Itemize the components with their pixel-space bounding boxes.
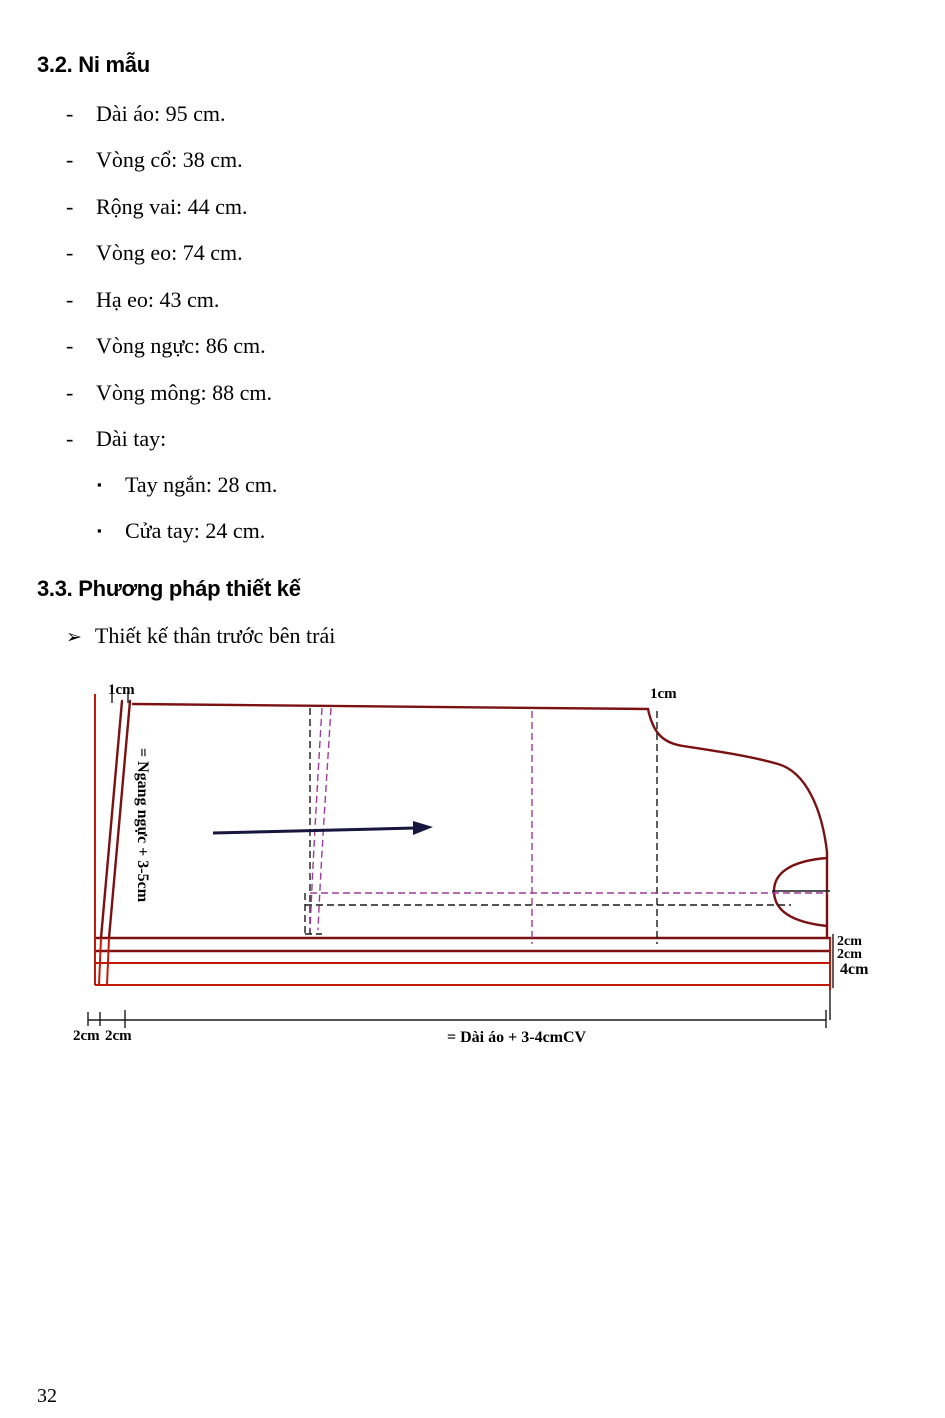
grain-arrow-head [413, 821, 433, 835]
armhole-curve [774, 858, 827, 926]
list-item-text: Dài tay: [96, 426, 167, 451]
label-2cm-right-b: 2cm [837, 947, 862, 962]
hem-lines-group [95, 694, 830, 990]
list-item [66, 101, 226, 127]
bullet-dash: - [66, 380, 74, 405]
page-number: 32 [37, 1385, 57, 1407]
design-bullet-text: Thiết kế thân trước bên trái [94, 623, 336, 648]
sub-list-item-text: Cửa tay: 24 cm. [125, 518, 266, 543]
label-4cm-right: 4cm [840, 961, 869, 978]
section-3-2-heading: 3.2. Ni mẫu [37, 52, 150, 77]
arrow-bullet-icon: ➢ [66, 627, 82, 648]
label-vertical-measure: = Ngang ngực + 3-5cm [134, 748, 151, 903]
bullet-dash: - [66, 426, 74, 451]
bullet-square: ▪ [97, 523, 102, 538]
pattern-outline-group [95, 701, 830, 951]
label-bottom-measure: = Dài áo + 3-4cmCV [447, 1029, 587, 1046]
sub-list-item [97, 518, 265, 544]
list-item-text: Vòng ngực: 86 cm. [96, 333, 266, 358]
diagram-labels [73, 682, 869, 1046]
dashed-guides-magenta-group [310, 708, 828, 944]
bullet-dash: - [66, 194, 74, 219]
label-2cm-bottom-a: 2cm [73, 1028, 100, 1044]
bullet-dash: - [66, 333, 74, 358]
label-2cm-right-a: 2cm [837, 934, 862, 949]
list-item-text: Vòng mông: 88 cm. [96, 380, 272, 405]
bullet-dash: - [66, 101, 74, 126]
sub-list-item-text: Tay ngắn: 28 cm. [125, 472, 278, 497]
front-edge-extension-2 [107, 938, 109, 985]
list-item-text: Dài áo: 95 cm. [96, 101, 226, 126]
measure-lines-group [88, 692, 833, 1028]
list-item-text: Vòng eo: 74 cm. [96, 240, 243, 265]
bullet-dash: - [66, 287, 74, 312]
label-1cm-top-right: 1cm [650, 686, 677, 702]
neck-shoulder-curve [648, 709, 827, 852]
list-item-text: Hạ eo: 43 cm. [96, 287, 220, 312]
bullet-dash: - [66, 147, 74, 172]
list-item-text: Rộng vai: 44 cm. [96, 194, 248, 219]
list-item [66, 147, 243, 173]
pattern-diagram [70, 675, 885, 1055]
top-fold-line [133, 704, 648, 709]
bullet-square: ▪ [97, 477, 102, 492]
dashed-guides-black-group [305, 708, 791, 944]
sub-list-item [97, 472, 277, 498]
label-1cm-top-left: 1cm [108, 682, 135, 698]
section-3-3-heading: 3.3. Phương pháp thiết kế [37, 576, 301, 601]
list-item [66, 194, 248, 220]
list-item [66, 333, 266, 359]
bullet-dash: - [66, 240, 74, 265]
list-item [66, 426, 166, 452]
list-item [66, 287, 219, 313]
front-edge-extension-1 [99, 938, 101, 985]
list-item [66, 380, 272, 406]
grain-arrow-shaft [213, 828, 415, 833]
list-item-text: Vòng cổ: 38 cm. [96, 147, 243, 172]
list-item [66, 240, 243, 266]
design-bullet [66, 623, 335, 649]
label-2cm-bottom-b: 2cm [105, 1028, 132, 1044]
